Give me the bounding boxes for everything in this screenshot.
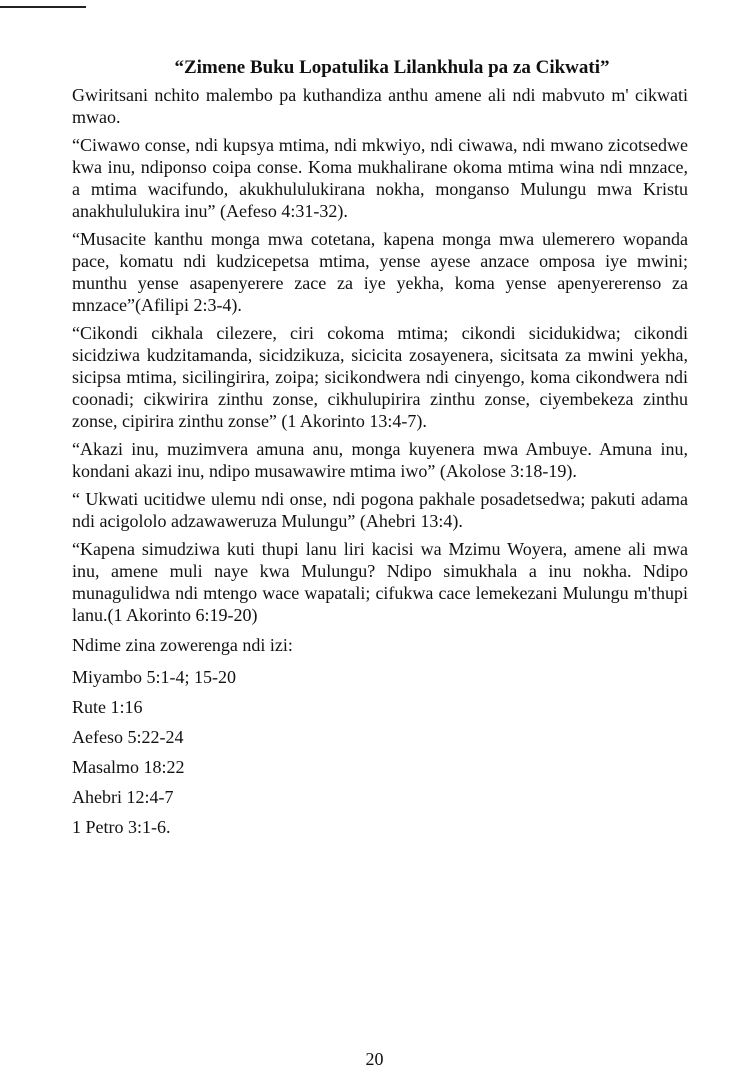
scripture-quote-akorinto-6: “Kapena simudziwa kuti thupi lanu liri kacisi wa Mzimu Woyera, amene ali mwa inu, amene muli naye kwa Mulungu? Ndipo simukhala a inu nokha. Ndipo munagulidwa ndi mtengo wace wapatali; cifukwa cace lemekezani Mulungu m'thupi lanu.(1 Akorinto 6:19-20) xyxy=(72,539,688,625)
reference-item: Rute 1:16 xyxy=(72,697,143,717)
intro-paragraph: Gwiritsani nchito malembo pa kuthandiza anthu amene ali ndi mabvuto m' cikwati mwao. xyxy=(72,85,688,127)
references-intro: Ndime zina zowerenga ndi izi: xyxy=(72,635,293,655)
top-edge-rule xyxy=(0,6,86,8)
references-list xyxy=(72,666,688,838)
scripture-quote-aefeso: “Ciwawo conse, ndi kupsya mtima, ndi mkwiyo, ndi ciwawa, ndi mwano zicotsedwe kwa inu, ndiponso coipa conse. Koma mukhalirane okoma mtima wina ndi mnzace, a mtima wacifundo, akukhululukirana nokha, monganso Mulungu mwa Kristu anakhululukira inu” (Aefeso 4:31-32). xyxy=(72,135,688,221)
page-number: 20 xyxy=(365,1049,384,1069)
scripture-quote-akorinto-13: “Cikondi cikhala cilezere, ciri cokoma mtima; cikondi sicidukidwa; cikondi sicidziwa kudzitamanda, sicidzikuza, sicicita zosayenera, sicitsata za mwini yekha, sicipsa mtima, sicilingirira, zoipa; sicikondwera ndi cinyengo, koma cikondwera ndi coonadi; cikwirira zinthu zonse, cikhulupirira zinthu zonse, ciyembekeza zinthu zonse, cipirira zinthu zonse” (1 Akorinto 13:4-7). xyxy=(72,323,688,431)
section-heading: “Zimene Buku Lopatulika Lilankhula pa za Cikwati” xyxy=(174,57,610,78)
scripture-quote-ahebri: “ Ukwati ucitidwe ulemu ndi onse, ndi pogona pakhale posadetsedwa; pakuti adama ndi acigololo adzawaweruza Mulungu” (Ahebri 13:4). xyxy=(72,489,688,531)
reference-item: Aefeso 5:22-24 xyxy=(72,727,184,747)
page-body xyxy=(72,56,688,846)
scripture-quote-afilipi: “Musacite kanthu monga mwa cotetana, kapena monga mwa ulemerero wopanda pace, komatu ndi kudzicepetsa mtima, yense ayese anzace omposa iye mwini; munthu yense asapenyerere zace za iye yekha, koma yense apenyererenso za mnzace”(Afilipi 2:3-4). xyxy=(72,229,688,315)
reference-item: Masalmo 18:22 xyxy=(72,757,185,777)
scripture-quote-akolose: “Akazi inu, muzimvera amuna anu, monga kuyenera mwa Ambuye. Amuna inu, kondani akazi inu, ndipo musawawire mtima iwo” (Akolose 3:18-19). xyxy=(72,439,688,481)
reference-item: 1 Petro 3:1-6. xyxy=(72,817,171,837)
reference-item: Ahebri 12:4-7 xyxy=(72,787,174,807)
reference-item: Miyambo 5:1-4; 15-20 xyxy=(72,667,236,687)
